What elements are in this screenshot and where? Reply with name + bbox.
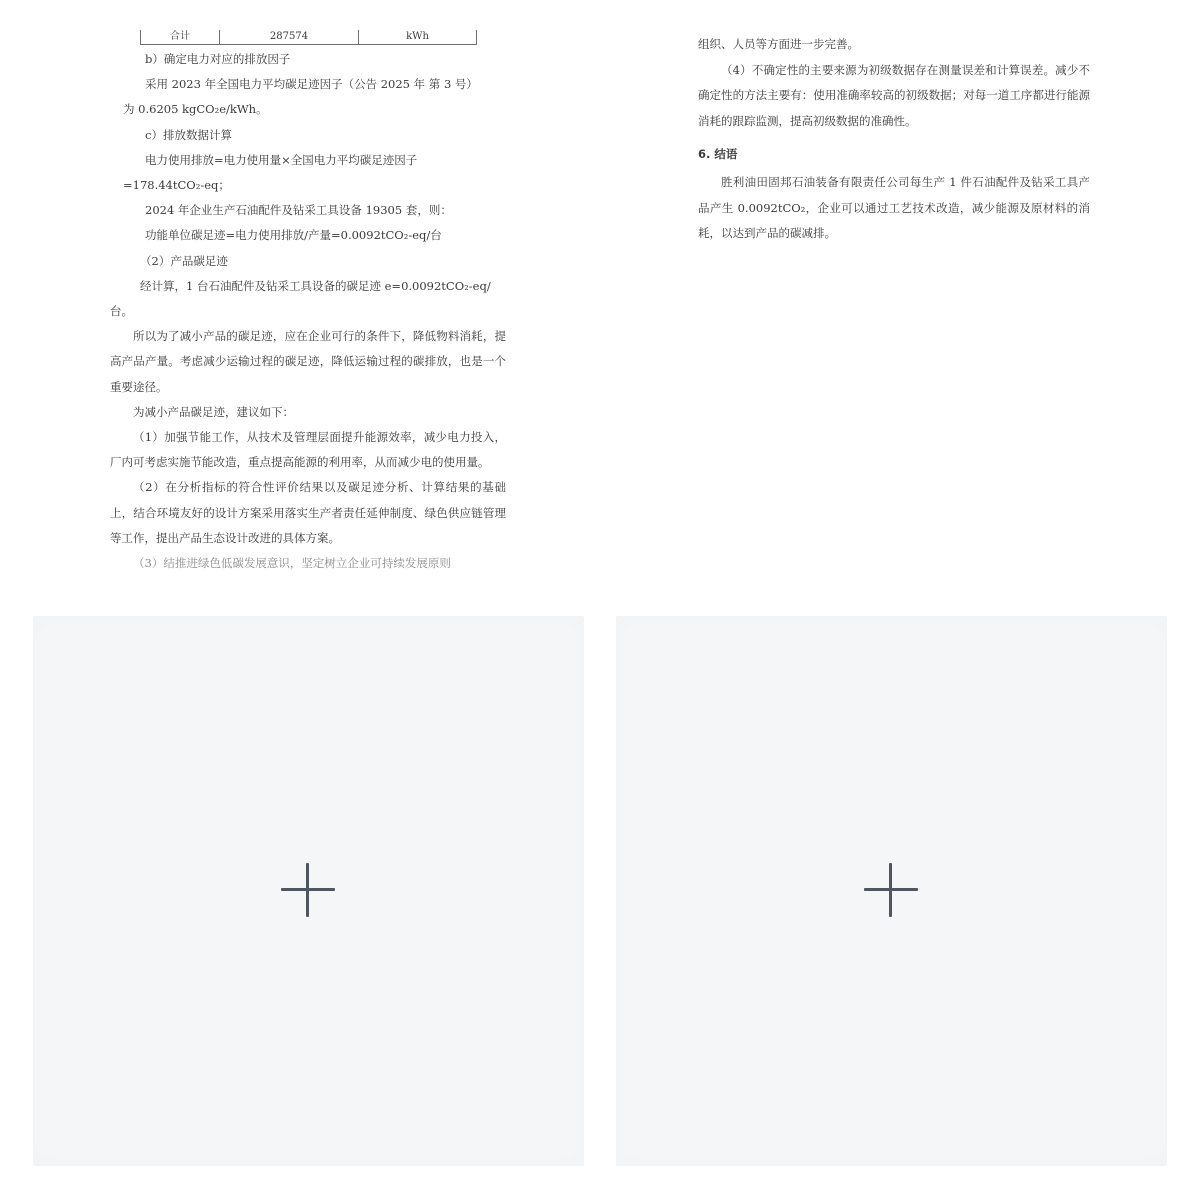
- suggestion-3-partial: （3）结推进绿色低碳发展意识，坚定树立企业可持续发展原则: [133, 556, 451, 571]
- factor-line-2: 为 0.6205 kgCO₂e/kWh。: [123, 102, 268, 117]
- b-heading: b）确定电力对应的排放因子: [145, 52, 291, 66]
- left-document-page: [110, 30, 506, 588]
- c-heading: c）排放数据计算: [145, 127, 232, 142]
- add-image-placeholder-left[interactable]: [33, 616, 584, 1166]
- table-cell-value: 287574: [220, 30, 359, 45]
- suggestion-2: （2）在分析指标的符合性评价结果以及碳足迹分析、计算结果的基础上，结合环境友好的设计方案采用落实生产者责任延伸制度、绿色供应链管理等工作，提出产品生态设计改进的具体方案。: [110, 480, 506, 545]
- section-2-heading: （2）产品碳足迹: [140, 253, 228, 268]
- unit-footprint-line: 功能单位碳足迹=电力使用排放/产量=0.0092tCO₂-eq/台: [145, 228, 442, 243]
- formula-line-2: =178.44tCO₂-eq；: [123, 178, 230, 193]
- right-document-page: [698, 32, 1090, 247]
- production-line: 2024 年企业生产石油配件及钻采工具设备 19305 套，则：: [145, 203, 452, 218]
- continuation-line: 组织、人员等方面进一步完善。: [698, 37, 859, 51]
- suggestion-1: （1）加强节能工作，从技术及管理层面提升能源效率，减少电力投入，厂内可考虑实施节能改造，重点提高能源的利用率，从而减少电的使用量。: [110, 430, 506, 470]
- conclusion-heading: 6. 结语: [698, 147, 738, 162]
- table-cell-label: 合计: [141, 30, 220, 45]
- plus-icon[interactable]: [281, 863, 335, 917]
- suggest-intro: 为减小产品碳足迹，建议如下：: [133, 404, 294, 419]
- reduce-paragraph: 所以为了减小产品的碳足迹，应在企业可行的条件下，降低物料消耗，提高产品产量。考虑减少运输过程的碳足迹，降低运输过程的碳排放，也是一个重要途径。: [110, 329, 506, 394]
- result-line-2: 台。: [110, 304, 133, 319]
- formula-line-1: 电力使用排放=电力使用量×全国电力平均碳足迹因子: [145, 152, 418, 167]
- table-row: [141, 30, 477, 45]
- uncertainty-paragraph: （4）不确定性的主要来源为初级数据存在测量误差和计算误差。减少不确定性的方法主要有：使用准确率较高的初级数据；对每一道工序都进行能源消耗的跟踪监测，提高初级数据的准确性。: [698, 62, 1090, 128]
- table-cell-unit: kWh: [359, 30, 477, 45]
- result-line-1: 经计算，1 台石油配件及钻采工具设备的碳足迹 e=0.0092tCO₂-eq/: [140, 278, 491, 293]
- conclusion-paragraph: 胜利油田固邦石油装备有限责任公司每生产 1 件石油配件及钻采工具产品产生 0.0092tCO₂，企业可以通过工艺技术改造，减少能源及原材料的消耗，以达到产品的碳减排。: [698, 174, 1090, 241]
- plus-icon[interactable]: [864, 863, 918, 917]
- total-table: [140, 30, 477, 45]
- factor-line-1: 采用 2023 年全国电力平均碳足迹因子（公告 2025 年 第 3 号）: [145, 77, 478, 92]
- add-image-placeholder-right[interactable]: [616, 616, 1167, 1166]
